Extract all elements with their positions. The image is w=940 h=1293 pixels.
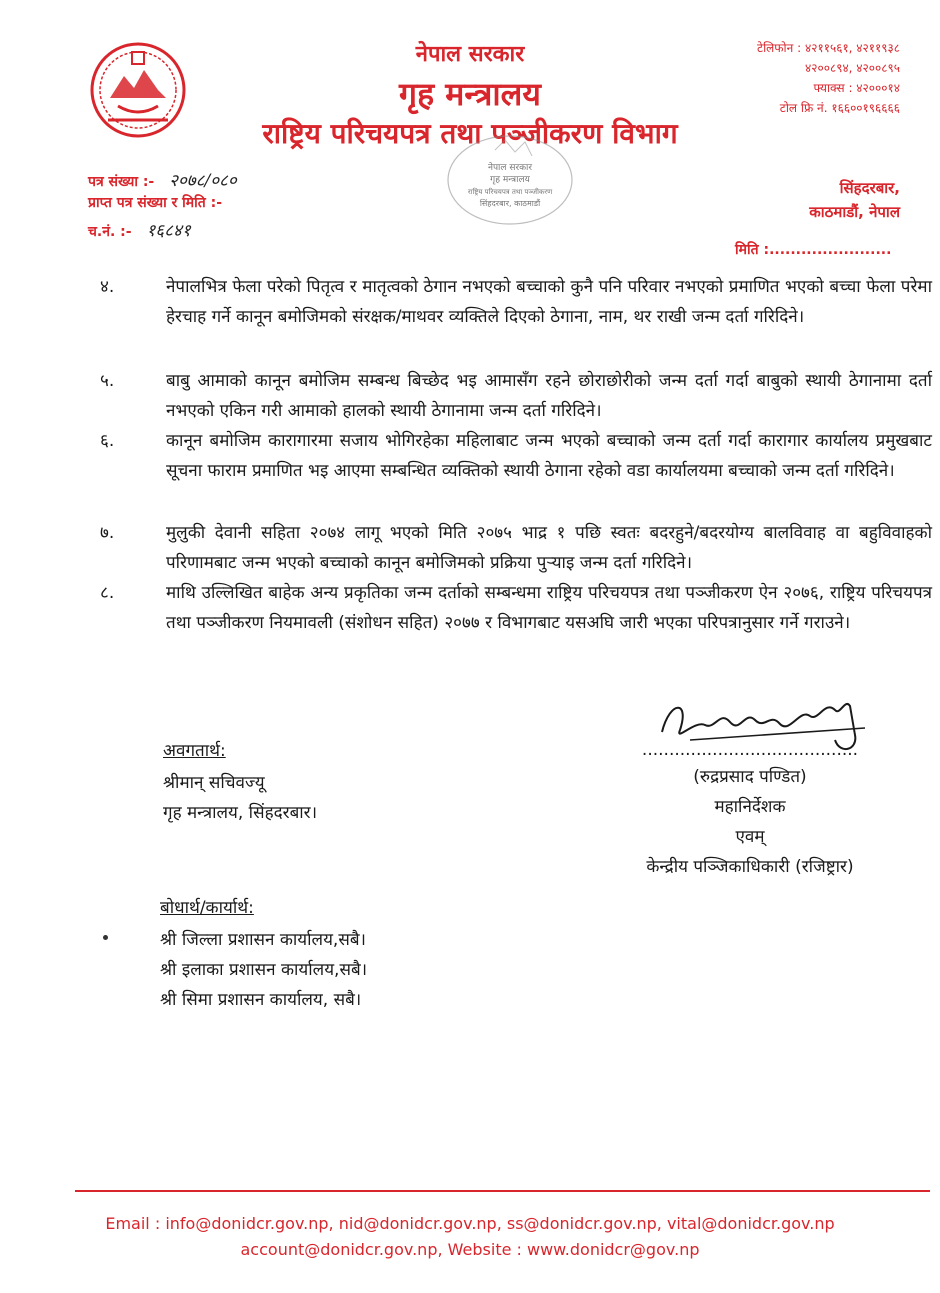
ministry-name: गृह मन्त्रालय xyxy=(399,75,541,113)
item-number: ६. xyxy=(100,431,115,451)
received-letter-row xyxy=(88,193,222,212)
address-line-2: काठमाडौं, नेपाल xyxy=(809,203,900,221)
item-text: नेपालभित्र फेला परेको पितृत्व र मातृत्वको ठेगान नभएको बच्चाको कुनै पनि परिवार नभएको प्रमाणित भएको बच्चा फेला परेमा हेरचाह गर्ने कानून बमोजिमको संरक्षक/माथवर व्यक्तिले दिएको ठेगाना, नाम, थर राखी जन्म दर्ता गरिदिने। xyxy=(166,277,932,327)
letter-number-label: पत्र संख्या :- xyxy=(88,174,155,190)
item-text: बाबु आमाको कानून बमोजिम सम्बन्ध बिच्छेद भइ आमासँग रहने छोराछोरीको जन्म दर्ता गर्दा बाबुको स्थायी ठेगानामा दर्ता नभएको एकिन गरी आमाको हालको स्थायी ठेगानामा जन्म दर्ता गरिदिने। xyxy=(166,371,932,421)
letter-number-row xyxy=(88,168,237,191)
item-7 xyxy=(100,518,932,580)
contact-phone: टेलिफोन : ४२११५६१, ४२११९३८ xyxy=(757,41,900,55)
info-cc-heading: अवगतार्थ: xyxy=(163,741,226,761)
government-name: नेपाल सरकार xyxy=(415,42,525,67)
item-4 xyxy=(100,272,932,364)
contact-phone-2: ४२००८९४, ४२००८९५ xyxy=(805,61,900,75)
item-text: मुलुकी देवानी सहिता २०७४ लागू भएको मिति २०७५ भाद्र १ पछि स्वतः बदरहुने/बदरयोग्य बालविवाह वा बहुविवाहको परिणामबाट जन्म भएको बच्चाको कानून बमोजिमको प्रक्रिया पुऱ्याइ जन्म दर्ता गरिदिने। xyxy=(166,523,932,573)
office-stamp xyxy=(440,130,580,230)
contact-fax: फ्याक्स : ४२०००१४ xyxy=(813,81,900,95)
info-cc-line-2: गृह मन्त्रालय, सिंहदरबार। xyxy=(163,803,318,823)
dispatch-number-label: च.नं. :- xyxy=(88,224,132,240)
item-number: ७. xyxy=(100,523,115,543)
item-text: माथि उल्लिखित बाहेक अन्य प्रकृतिका जन्म दर्ताको सम्बन्धमा राष्ट्रिय परिचयपत्र तथा पञ्जीकरण ऐन २०७६, राष्ट्रिय परिचयपत्र तथा पञ्जीकरण नियमावली (संशोधन सहित) २०७७ र विभागबाट यसअघि जारी भएका परिपत्रानुसार गर्ने गराउने। xyxy=(166,583,932,633)
signer-title-3: केन्द्रीय पञ्जिकाधिकारी (रजिष्ट्रार) xyxy=(646,857,854,877)
signer-title-1: महानिर्देशक xyxy=(714,797,786,817)
stamp-line-4: सिंहदरबार, काठमाडौं xyxy=(479,199,541,208)
received-letter-label: प्राप्त पत्र संख्या र मिति :- xyxy=(88,195,223,211)
item-text: कानून बमोजिम कारागारमा सजाय भोगिरहेका महिलाबाट जन्म भएको बच्चाको जन्म दर्ता गर्दा कारागार कार्यालय प्रमुखबाट सूचना फाराम प्रमाणित भइ आएमा सम्बन्धित व्यक्तिको स्थायी ठेगाना रहेको वडा कार्यालयमा बच्चाको जन्म दर्ता गरिदिने। xyxy=(166,431,932,481)
signer-name: (रुद्रप्रसाद पण्डित) xyxy=(693,767,807,787)
address-line-1: सिंहदरबार, xyxy=(839,179,900,197)
signature-dots: ........................................ xyxy=(641,740,859,760)
stamp-line-1: नेपाल सरकार xyxy=(487,163,533,173)
action-cc-line-1: श्री जिल्ला प्रशासन कार्यालय,सबै। xyxy=(160,930,366,950)
item-number: ८. xyxy=(100,583,115,603)
item-5 xyxy=(100,366,932,428)
dispatch-number-row xyxy=(88,218,191,241)
footer-divider xyxy=(75,1190,930,1192)
item-8 xyxy=(100,578,932,670)
item-6 xyxy=(100,426,932,518)
contact-toll-free: टोल फ्रि नं. १६६००१९६६६६ xyxy=(779,101,900,115)
contact-block xyxy=(680,38,900,118)
letter-number-value: २०७८/०८० xyxy=(169,171,237,191)
item-number: ५. xyxy=(100,371,115,391)
department-name: राष्ट्रिय परिचयपत्र तथा पञ्जीकरण विभाग xyxy=(262,117,678,150)
dispatch-number-value: १६८४१ xyxy=(146,221,191,241)
info-cc-line-1: श्रीमान् सचिवज्यू xyxy=(163,773,265,793)
date-field: मिति :....................... xyxy=(735,242,892,258)
item-number: ४. xyxy=(100,277,115,297)
action-cc-line-3: श्री सिमा प्रशासन कार्यालय, सबै। xyxy=(160,990,362,1010)
footer-website: account@donidcr.gov.np, Website : www.donidcr@gov.np xyxy=(240,1240,700,1259)
action-cc-heading: बोधार्थ/कार्यार्थ: xyxy=(160,898,254,918)
bullet-dot xyxy=(103,935,108,940)
action-cc-line-2: श्री इलाका प्रशासन कार्यालय,सबै। xyxy=(160,960,368,980)
stamp-line-2: गृह मन्त्रालय xyxy=(490,175,530,185)
stamp-line-3: राष्ट्रिय परिचयपत्र तथा पञ्जीकरण xyxy=(467,188,553,196)
signer-title-2: एवम् xyxy=(735,827,765,847)
footer-emails: Email : info@donidcr.gov.np, nid@donidcr.gov.np, ss@donidcr.gov.np, vital@donidcr.gov.np xyxy=(105,1214,835,1233)
